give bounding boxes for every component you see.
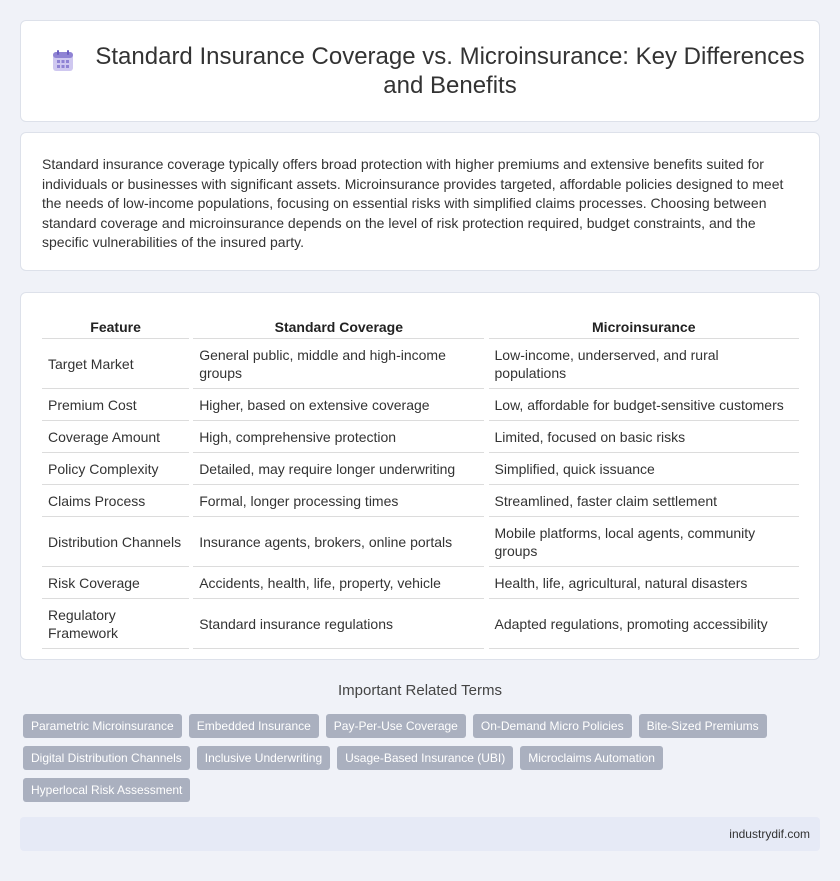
page-title: Standard Insurance Coverage vs. Microinsurance: Key Differences and Benefits [95, 43, 805, 99]
cell-micro: Low, affordable for budget-sensitive customers [489, 389, 799, 421]
cell-standard: General public, middle and high-income groups [193, 339, 484, 389]
table-row [42, 599, 799, 649]
cell-standard: High, comprehensive protection [193, 421, 484, 453]
cell-micro: Simplified, quick issuance [489, 453, 799, 485]
cell-feature: Premium Cost [42, 389, 189, 421]
related-term-tag[interactable]: Microclaims Automation [520, 746, 663, 770]
cell-micro: Adapted regulations, promoting accessibility [489, 599, 799, 649]
related-terms-list [23, 714, 813, 810]
related-term-tag[interactable]: Usage-Based Insurance (UBI) [337, 746, 513, 770]
intro-paragraph: Standard insurance coverage typically offers broad protection with higher premiums and extensive benefits suited for individuals or businesses with significant assets. Microinsurance provides targeted, affordable policies designed to meet the needs of low-income populations, focusing on essential risks with simplified claims processes. Choosing between standard coverage and microinsurance depends on the level of risk protection required, budget constraints, and the specific vulnerabilities of the insured party. [42, 156, 784, 250]
table-header-row [42, 317, 799, 339]
related-term-tag[interactable]: Hyperlocal Risk Assessment [23, 778, 190, 802]
cell-feature: Regulatory Framework [42, 599, 189, 649]
cell-standard: Standard insurance regulations [193, 599, 484, 649]
cell-feature: Distribution Channels [42, 517, 189, 567]
footer [20, 817, 820, 851]
header-micro: Microinsurance [489, 317, 799, 339]
cell-micro: Low-income, underserved, and rural populations [489, 339, 799, 389]
related-term-tag[interactable]: Bite-Sized Premiums [639, 714, 767, 738]
cell-micro: Limited, focused on basic risks [489, 421, 799, 453]
header-standard: Standard Coverage [193, 317, 484, 339]
related-term-tag[interactable]: Digital Distribution Channels [23, 746, 190, 770]
header-feature: Feature [42, 317, 189, 339]
cell-standard: Higher, based on extensive coverage [193, 389, 484, 421]
comparison-table [42, 317, 799, 649]
table-row [42, 517, 799, 567]
cell-standard: Detailed, may require longer underwriting [193, 453, 484, 485]
table-row [42, 421, 799, 453]
related-terms-title: Important Related Terms [338, 682, 502, 699]
table-row [42, 567, 799, 599]
cell-feature: Claims Process [42, 485, 189, 517]
table-row [42, 453, 799, 485]
related-term-tag[interactable]: On-Demand Micro Policies [473, 714, 632, 738]
cell-feature: Policy Complexity [42, 453, 189, 485]
related-term-tag[interactable]: Embedded Insurance [189, 714, 319, 738]
cell-standard: Insurance agents, brokers, online portals [193, 517, 484, 567]
cell-micro: Mobile platforms, local agents, community groups [489, 517, 799, 567]
related-term-tag[interactable]: Pay-Per-Use Coverage [326, 714, 466, 738]
cell-standard: Formal, longer processing times [193, 485, 484, 517]
title-card [20, 20, 820, 122]
cell-feature: Target Market [42, 339, 189, 389]
related-term-tag[interactable]: Parametric Microinsurance [23, 714, 182, 738]
cell-micro: Streamlined, faster claim settlement [489, 485, 799, 517]
comparison-table-card [20, 292, 820, 660]
cell-standard: Accidents, health, life, property, vehicle [193, 567, 484, 599]
footer-site: industrydif.com [729, 827, 810, 841]
table-row [42, 339, 799, 389]
related-term-tag[interactable]: Inclusive Underwriting [197, 746, 330, 770]
cell-micro: Health, life, agricultural, natural disasters [489, 567, 799, 599]
table-row [42, 389, 799, 421]
table-row [42, 485, 799, 517]
intro-card [20, 132, 820, 271]
cell-feature: Coverage Amount [42, 421, 189, 453]
cell-feature: Risk Coverage [42, 567, 189, 599]
